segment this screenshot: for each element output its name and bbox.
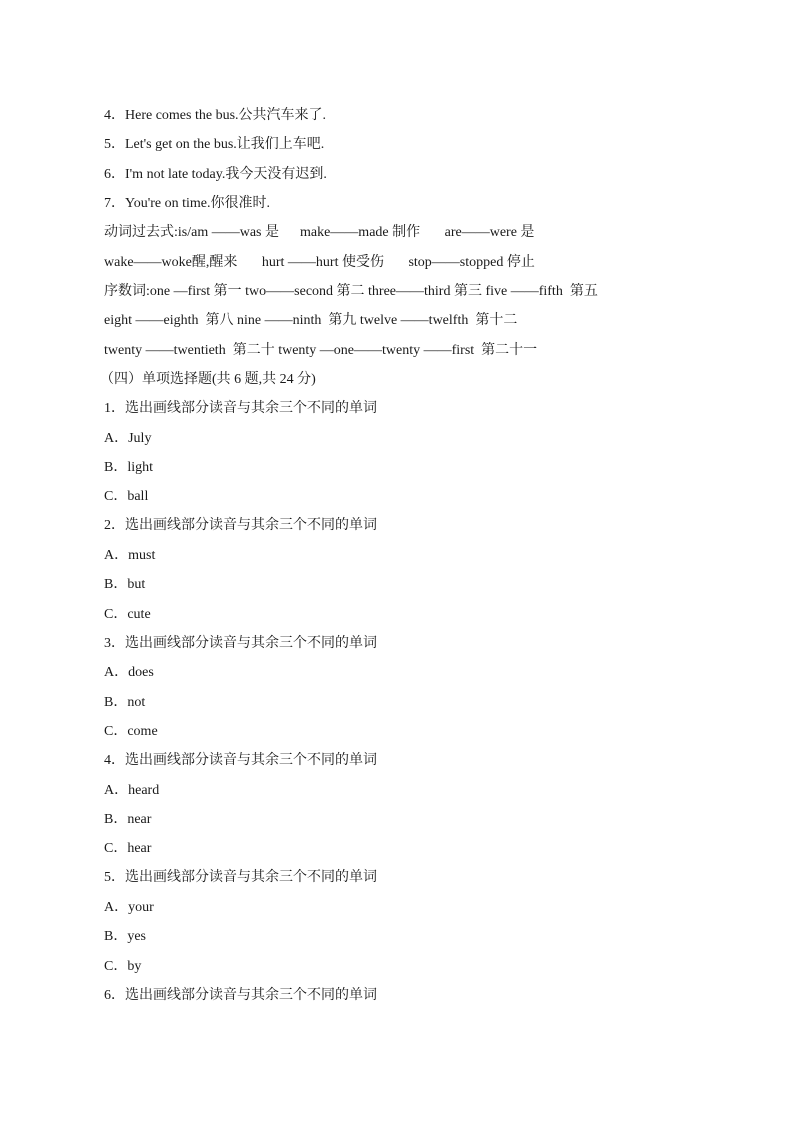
question-2-option-c: C．cute [104, 607, 151, 622]
question-3-option-a: A．does [104, 665, 154, 680]
ordinals-line-2: eight ——eighth 第八 nine ——ninth 第九 twelve ——twelfth 第十二 [104, 313, 518, 328]
question-5-option-b: B．yes [104, 929, 146, 944]
ordinals-line-1: 序数词:one —first 第一 two——second 第二 three——third 第三 five ——fifth 第五 [104, 284, 598, 299]
past-tense-line-1: 动词过去式:is/am ——was 是 make——made 制作 are——were 是 [104, 225, 535, 240]
question-6-stem: 6．选出画线部分读音与其余三个不同的单词 [104, 988, 377, 1003]
question-1-option-a: A．July [104, 431, 152, 446]
past-tense-line-2: wake——woke醒,醒来 hurt ——hurt 使受伤 stop——stopped 停止 [104, 255, 535, 270]
sentence-6: 6．I'm not late today.我今天没有迟到. [104, 167, 327, 182]
section-title: （四）单项选择题(共 6 题,共 24 分) [100, 372, 316, 387]
question-4-option-a: A．heard [104, 783, 160, 798]
question-1-option-b: B．light [104, 460, 154, 475]
sentence-5: 5．Let's get on the bus.让我们上车吧. [104, 137, 325, 152]
sentence-7: 7．You're on time.你很准时. [104, 196, 270, 211]
ordinals-line-3: twenty ——twentieth 第二十 twenty —one——twenty ——first 第二十一 [104, 343, 538, 358]
question-5-option-c: C．by [104, 959, 142, 974]
question-3-option-c: C．come [104, 724, 158, 739]
question-1-option-c: C．ball [104, 489, 149, 504]
question-4-option-c: C．hear [104, 841, 152, 856]
question-2-option-a: A．must [104, 548, 156, 563]
question-3-stem: 3．选出画线部分读音与其余三个不同的单词 [104, 636, 377, 651]
sentence-4: 4．Here comes the bus.公共汽车来了. [104, 108, 327, 123]
question-2-option-b: B．but [104, 577, 146, 592]
question-1-stem: 1．选出画线部分读音与其余三个不同的单词 [104, 401, 377, 416]
question-4-option-b: B．near [104, 812, 152, 827]
question-3-option-b: B．not [104, 695, 146, 710]
question-5-stem: 5．选出画线部分读音与其余三个不同的单词 [104, 870, 377, 885]
question-4-stem: 4．选出画线部分读音与其余三个不同的单词 [104, 753, 377, 768]
question-2-stem: 2．选出画线部分读音与其余三个不同的单词 [104, 518, 377, 533]
question-5-option-a: A．your [104, 900, 154, 915]
